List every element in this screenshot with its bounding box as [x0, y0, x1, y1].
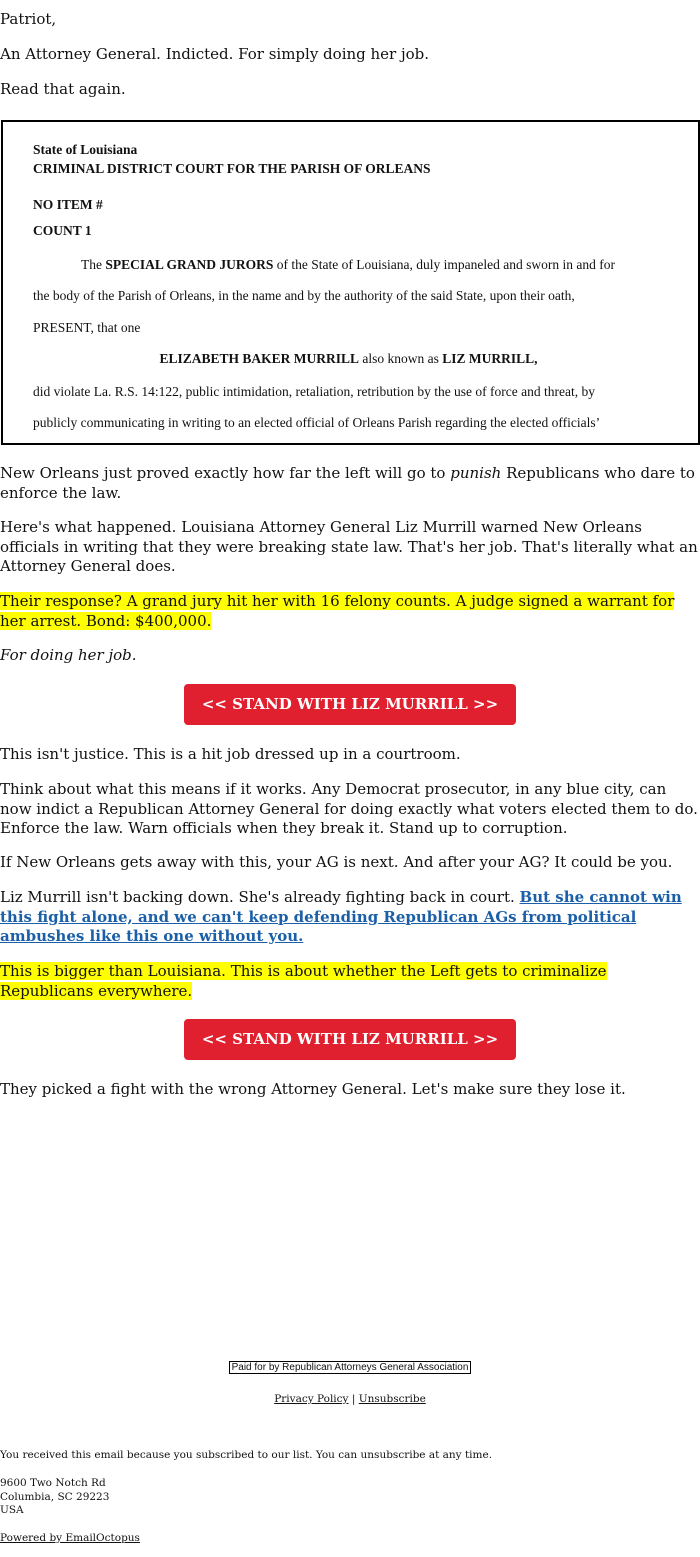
- indictment-document-image: [1, 120, 700, 445]
- paragraph-for-doing-her-job: For doing her job.: [0, 646, 137, 664]
- read-again-line: Read that again.: [0, 80, 126, 98]
- highlighted-bigger: This is bigger than Louisiana. This is about whether the Left gets to criminalize Republicans everywhere.: [0, 962, 607, 1000]
- paragraph-think-about: Think about what this means if it works. Any Democrat prosecutor, in any blue city, can now indict a Republican Attorney General for doing exactly what voters elected them to do. Enforce the law. Warn officials when they break it. Stand up to corruption.: [0, 780, 698, 837]
- paragraph-what-happened: Here's what happened. Louisiana Attorney General Liz Murrill warned New Orleans officials in writing that they were breaking state law. That's her job. That's literally what an Attorney General does.: [0, 518, 698, 575]
- powered-by: [0, 1532, 140, 1546]
- subscription-notice: You received this email because you subscribed to our list. You can unsubscribe at any time.: [0, 1449, 493, 1461]
- doc-aka-name: LIZ MURRILL,: [442, 351, 538, 366]
- doc-item: NO ITEM #: [33, 197, 103, 212]
- stand-with-liz-button-2[interactable]: << STAND WITH LIZ MURRILL >>: [184, 1019, 516, 1060]
- doc-paragraph-line2: the body of the Parish of Orleans, in the name and by the authority of the said State, upon their oath,: [33, 288, 575, 303]
- doc-paragraph-line6: publicly communicating in writing to an elected official of Orleans Parish regarding the elected officials’: [33, 415, 601, 430]
- unsubscribe-link[interactable]: Unsubscribe: [358, 1393, 426, 1405]
- p1-text-a: New Orleans just proved exactly how far the left will go to: [0, 464, 446, 482]
- doc-defendant-name: ELIZABETH BAKER MURRILL: [159, 351, 360, 366]
- doc-para-rest: of the State of Louisiana, duly impaneled and sworn in and for: [276, 257, 615, 272]
- doc-para-lead: The: [81, 257, 102, 272]
- doc-paragraph-line1: [81, 257, 615, 273]
- donate-link[interactable]: But she cannot win this fight alone, and we can't keep defending Republican AGs from political ambushes like this one without you.: [0, 888, 682, 945]
- p8-text: Liz Murrill isn't backing down. She's already fighting back in court.: [0, 888, 515, 906]
- doc-paragraph-line3: PRESENT, that one: [33, 320, 141, 335]
- paid-for-disclaimer: [0, 1361, 700, 1375]
- mailing-address: [0, 1477, 109, 1518]
- address-street: 9600 Two Notch Rd: [0, 1477, 106, 1489]
- doc-court: CRIMINAL DISTRICT COURT FOR THE PARISH OF ORLEANS: [33, 161, 431, 176]
- greeting: Patriot,: [0, 10, 57, 28]
- doc-paragraph-line5: did violate La. R.S. 14:122, public intimidation, retaliation, retribution by the use of force and threat, by: [33, 384, 595, 399]
- paragraph-not-backing-down: [0, 888, 698, 947]
- paragraph-not-justice: This isn't justice. This is a hit job dressed up in a courtroom.: [0, 745, 461, 763]
- paid-for-box: Paid for by Republican Attorneys General Association: [229, 1361, 472, 1374]
- address-city: Columbia, SC 29223: [0, 1490, 110, 1503]
- footer-links: [0, 1393, 700, 1407]
- doc-defendant-line: [3, 351, 694, 367]
- paragraph-bigger-than-louisiana: [0, 962, 698, 1001]
- paragraph-their-response: [0, 592, 698, 631]
- p1-emphasis: punish: [450, 464, 502, 482]
- paragraph-closing: They picked a fight with the wrong Attorney General. Let's make sure they lose it.: [0, 1080, 626, 1098]
- intro-line: An Attorney General. Indicted. For simply doing her job.: [0, 45, 430, 63]
- privacy-policy-link[interactable]: Privacy Policy: [274, 1393, 349, 1405]
- doc-count: COUNT 1: [33, 223, 92, 238]
- paragraph-left-punish: [0, 464, 698, 503]
- paragraph-your-ag-next: If New Orleans gets away with this, your AG is next. And after your AG? It could be you.: [0, 853, 673, 871]
- doc-aka: also known as: [362, 351, 439, 366]
- doc-state: State of Louisiana: [33, 142, 138, 157]
- address-country: USA: [0, 1504, 24, 1516]
- stand-with-liz-button-1[interactable]: << STAND WITH LIZ MURRILL >>: [184, 684, 516, 725]
- doc-grand-jurors: SPECIAL GRAND JURORS: [105, 257, 274, 272]
- p1-text-b: Republicans who dare to enforce the law.: [0, 464, 695, 502]
- highlighted-response: Their response? A grand jury hit her with 16 felony counts. A judge signed a warrant for her arrest. Bond: $400,000.: [0, 592, 675, 630]
- footer-separator: |: [351, 1393, 356, 1405]
- powered-by-link[interactable]: Powered by EmailOctopus: [0, 1532, 140, 1544]
